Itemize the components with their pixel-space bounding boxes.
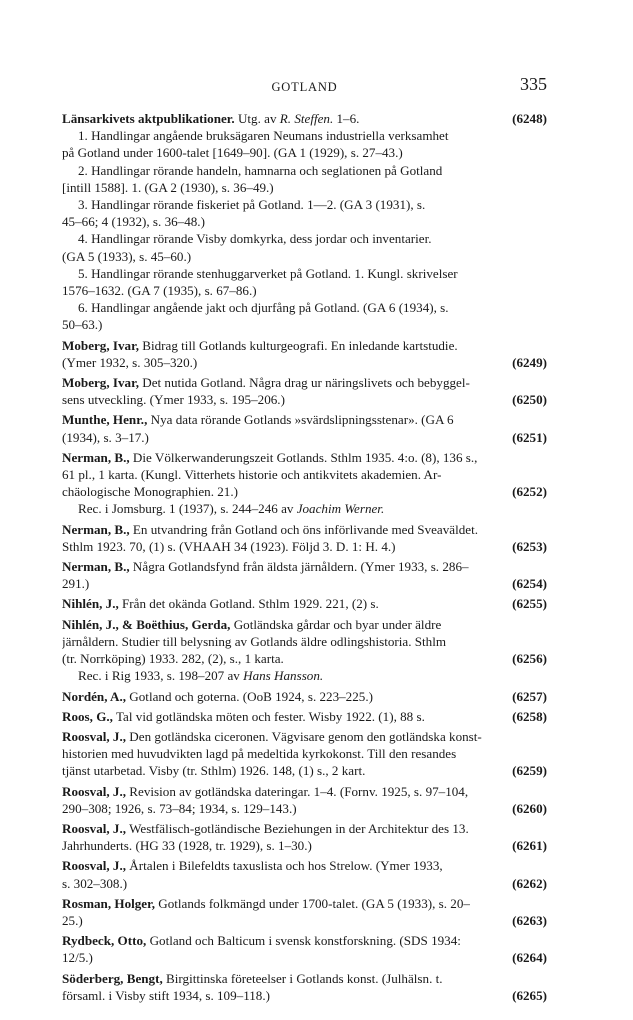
- entry-line: [62, 354, 547, 371]
- entry-number: (6263): [512, 912, 547, 928]
- entry-number: (6248): [512, 111, 547, 126]
- entry-author: Nordén, A.,: [62, 688, 127, 704]
- entry-line: [62, 538, 547, 555]
- entry-text: Rosman, Holger, Gotlands folkmängd under 1700-talet. (GA 5 (1933), s. 20–: [62, 895, 470, 911]
- bibliography-entry: [62, 374, 547, 408]
- bibliography-entry: [62, 337, 547, 371]
- entry-text: 3. Handlingar rörande fiskeriet på Gotland. 1—2. (GA 3 (1931), s.: [78, 197, 426, 213]
- entry-line: [62, 575, 547, 592]
- entry-line: [62, 337, 547, 354]
- bibliography-entry: [62, 558, 547, 592]
- entry-line: [62, 483, 547, 500]
- entry-line: [62, 391, 547, 408]
- entry-author: Söderberg, Bengt,: [62, 970, 163, 986]
- entry-text: 291.): [62, 576, 90, 592]
- entry-line: [62, 196, 547, 213]
- entry-text: Rec. i Jomsburg. 1 (1937), s. 244–246 av Joachim Werner.: [78, 501, 385, 517]
- entry-author: Moberg, Ivar,: [62, 337, 139, 353]
- bibliography-entry: [62, 728, 547, 780]
- entry-line: [62, 970, 547, 987]
- entry-number: (6249): [512, 354, 547, 370]
- entry-line: [62, 708, 547, 725]
- entry-line: [62, 265, 547, 282]
- entry-number: (6253): [512, 538, 547, 554]
- entry-text: Nerman, B., Die Völkerwanderungszeit Gotlands. Sthlm 1935. 4:o. (8), 136 s.,: [62, 449, 478, 465]
- entry-text: Nerman, B., Några Gotlandsfynd från äldsta järnåldern. (Ymer 1933, s. 286–: [62, 559, 469, 575]
- entry-line: [62, 466, 547, 483]
- running-title: GOTLAND: [271, 80, 338, 94]
- entry-text: 6. Handlingar angående jakt och djurfång på Gotland. (GA 6 (1934), s.: [78, 300, 449, 316]
- bibliography-entry: [62, 820, 547, 854]
- entry-text: 45–66; 4 (1932), s. 36–48.): [62, 214, 205, 230]
- entry-number: (6264): [512, 950, 547, 966]
- entry-line: [62, 248, 547, 265]
- entry-line: [62, 949, 547, 966]
- entry-line: [62, 449, 547, 466]
- entry-text: Roosval, J., Årtalen i Bilefeldts taxuslista och hos Strelow. (Ymer 1933,: [62, 858, 443, 874]
- bibliography-entry: [62, 783, 547, 817]
- entry-text: sens utveckling. (Ymer 1933, s. 195–206.): [62, 392, 285, 408]
- entry-number: (6254): [512, 576, 547, 592]
- entry-line: [62, 213, 547, 230]
- entry-line: [62, 895, 547, 912]
- entry-text: 2. Handlingar rörande handeln, hamnarna och seglationen på Gotland: [78, 162, 443, 178]
- entry-line: [62, 820, 547, 837]
- entry-line: [62, 411, 547, 428]
- entry-text: 12/5.): [62, 950, 93, 966]
- entry-text: tjänst utarbetad. Visby (tr. Sthlm) 1926. 148, (1) s., 2 kart.: [62, 763, 366, 779]
- page-number: 335: [520, 74, 547, 94]
- entry-number: (6261): [512, 838, 547, 854]
- entry-italic-text: R. Steffen.: [279, 111, 334, 126]
- bibliography-entry: [62, 857, 547, 891]
- bibliography-entry: [62, 708, 547, 725]
- entry-author: Roosval, J.,: [62, 858, 127, 874]
- entry-text: Rydbeck, Otto, Gotland och Balticum i svensk konstforskning. (SDS 1934:: [62, 933, 461, 949]
- entry-text: Söderberg, Bengt, Birgittinska företeelser i Gotlands konst. (Julhälsn. t.: [62, 970, 443, 986]
- bibliography-entry: [62, 932, 547, 966]
- bibliography-entry: [62, 595, 547, 612]
- entry-text: Roosval, J., Westfälisch-gotländische Beziehungen in der Architektur des 13.: [62, 820, 469, 836]
- entry-text: 25.): [62, 912, 83, 928]
- entry-text: 61 pl., 1 karta. (Kungl. Vitterhets historie och antikvitets akademien. Ar-: [62, 467, 442, 483]
- entry-line: [62, 728, 547, 745]
- bibliography-entry: [62, 110, 547, 334]
- entry-text: Sthlm 1923. 70, (1) s. (VHAAH 34 (1923). Följd 3. D. 1: H. 4.): [62, 538, 396, 554]
- entry-author: Nerman, B.,: [62, 521, 130, 537]
- entry-text: (tr. Norrköping) 1933. 282, (2), s., 1 karta.: [62, 651, 284, 667]
- entry-line: [62, 633, 547, 650]
- entry-line: [62, 179, 547, 196]
- entry-text: (GA 5 (1933), s. 45–60.): [62, 248, 192, 264]
- entry-number: (6250): [512, 392, 547, 408]
- entry-text: Rec. i Rig 1933, s. 198–207 av Hans Hansson.: [78, 668, 324, 684]
- entry-number: (6258): [512, 708, 547, 724]
- bibliography-entry: [62, 616, 547, 685]
- bibliography-entry: [62, 895, 547, 929]
- entry-line: [62, 316, 547, 333]
- entry-text: 4. Handlingar rörande Visby domkyrka, dess jordar och inventarier.: [78, 231, 432, 247]
- entry-line: [62, 932, 547, 949]
- entry-text: Moberg, Ivar, Det nutida Gotland. Några drag ur näringslivets och bebyggel-: [62, 375, 470, 391]
- entry-text: (1934), s. 3–17.): [62, 429, 149, 445]
- bibliography-entry: [62, 970, 547, 1004]
- entry-number: (6255): [512, 596, 547, 612]
- entry-author: Rydbeck, Otto,: [62, 933, 147, 949]
- entry-text: Nordén, A., Gotland och goterna. (OoB 1924, s. 223–225.): [62, 688, 373, 704]
- entry-author: Nihlén, J., & Boëthius, Gerda,: [62, 616, 231, 632]
- entry-text: Moberg, Ivar, Bidrag till Gotlands kulturgeografi. En inledande kartstudie.: [62, 337, 458, 353]
- entry-line: [62, 144, 547, 161]
- entry-line: [62, 299, 547, 316]
- entry-line: [62, 912, 547, 929]
- entry-number: (6257): [512, 688, 547, 704]
- entry-line: [62, 745, 547, 762]
- entry-number: (6256): [512, 651, 547, 667]
- entry-number: (6251): [512, 429, 547, 445]
- entry-line: [62, 857, 547, 874]
- entry-text: Munthe, Henr., Nya data rörande Gotlands »svärdslipningsstenar». (GA 6: [62, 412, 454, 428]
- entry-line: [62, 374, 547, 391]
- entry-line: [62, 429, 547, 446]
- entry-line: [62, 282, 547, 299]
- entry-line: [62, 230, 547, 247]
- entry-number: (6262): [512, 875, 547, 891]
- bibliography-entry: [62, 411, 547, 445]
- entry-author: Roosval, J.,: [62, 783, 127, 799]
- entry-text: 1. Handlingar angående bruksägaren Neumans industriella verksamhet: [78, 128, 449, 144]
- entry-number: (6252): [512, 484, 547, 500]
- entry-author: Moberg, Ivar,: [62, 375, 139, 391]
- entry-line: [62, 500, 547, 517]
- entry-number: (6260): [512, 800, 547, 816]
- entry-line: [62, 837, 547, 854]
- entry-text: s. 302–308.): [62, 875, 128, 891]
- entry-line: [62, 595, 547, 612]
- entry-author: Rosman, Holger,: [62, 895, 155, 911]
- entry-text: chäologische Monographien. 21.): [62, 484, 238, 500]
- entry-author: Roosval, J.,: [62, 728, 127, 744]
- bibliography-entry: [62, 449, 547, 518]
- entry-line: [62, 558, 547, 575]
- entry-italic-text: Joachim Werner.: [296, 501, 385, 517]
- entry-author: Munthe, Henr.,: [62, 412, 148, 428]
- entry-line: [62, 783, 547, 800]
- entry-line: [62, 875, 547, 892]
- bibliography-entry: [62, 521, 547, 555]
- entry-line: [62, 650, 547, 667]
- entry-italic-text: Hans Hansson.: [243, 668, 324, 684]
- bibliography-entry: [62, 688, 547, 705]
- entry-text: Roos, G., Tal vid gotländska möten och fester. Wisby 1922. (1), 88 s.: [62, 708, 425, 724]
- entry-author: Roos, G.,: [62, 708, 113, 724]
- entry-author: Länsarkivets aktpublikationer.: [62, 111, 235, 126]
- entry-text: Jahrhunderts. (HG 33 (1928, tr. 1929), s. 1–30.): [62, 838, 312, 854]
- entry-text: 1576–1632. (GA 7 (1935), s. 67–86.): [62, 283, 257, 299]
- entry-author: Nihlén, J.,: [62, 596, 119, 612]
- entry-text: Nihlén, J., & Boëthius, Gerda, Gotländska gårdar och byar under äldre: [62, 616, 442, 632]
- entry-text: 50–63.): [62, 317, 103, 333]
- entry-author: Nerman, B.,: [62, 449, 130, 465]
- entry-text: järnåldern. Studier till belysning av Gotlands äldre odlingshistoria. Sthlm: [62, 633, 447, 649]
- running-head: [62, 74, 547, 100]
- entry-author: Roosval, J.,: [62, 820, 127, 836]
- entry-line: [62, 162, 547, 179]
- entry-text: [intill 1588]. 1. (GA 2 (1930), s. 36–49.): [62, 179, 274, 195]
- entry-line: [62, 987, 547, 1004]
- entry-text: Nihlén, J., Från det okända Gotland. Sthlm 1929. 221, (2) s.: [62, 596, 379, 612]
- entry-text: 5. Handlingar rörande stenhuggarverket på Gotland. 1. Kungl. skrivelser: [78, 265, 458, 281]
- entry-number: (6259): [512, 763, 547, 779]
- entry-text: Roosval, J., Revision av gotländska dateringar. 1–4. (Fornv. 1925, s. 97–104,: [62, 783, 469, 799]
- entry-line: [62, 616, 547, 633]
- entry-line: [62, 762, 547, 779]
- entry-text: historien med huvudvikten lagd på medeltida kyrkokonst. Till den resandes: [62, 746, 457, 762]
- entry-line: [62, 688, 547, 705]
- entry-text: 290–308; 1926, s. 73–84; 1934, s. 129–143.): [62, 800, 297, 816]
- entry-author: Nerman, B.,: [62, 559, 130, 575]
- entry-text: församl. i Visby stift 1934, s. 109–118.): [62, 987, 270, 1003]
- entry-text: på Gotland under 1600-talet [1649–90]. (GA 1 (1929), s. 27–43.): [62, 145, 403, 161]
- entry-text: Nerman, B., En utvandring från Gotland och öns införlivande med Sveaväldet.: [62, 521, 479, 537]
- entry-text: Länsarkivets aktpublikationer. Utg. av R. Steffen. 1–6.: [62, 111, 360, 126]
- entry-line: [62, 800, 547, 817]
- entry-line: [62, 127, 547, 144]
- entry-line: [62, 110, 547, 127]
- entry-line: [62, 667, 547, 684]
- bibliography-entries: [62, 110, 547, 1007]
- entry-text: (Ymer 1932, s. 305–320.): [62, 354, 198, 370]
- entry-text: Roosval, J., Den gotländska ciceronen. Vägvisare genom den gotländska konst-: [62, 728, 482, 744]
- entry-number: (6265): [512, 987, 547, 1003]
- entry-line: [62, 521, 547, 538]
